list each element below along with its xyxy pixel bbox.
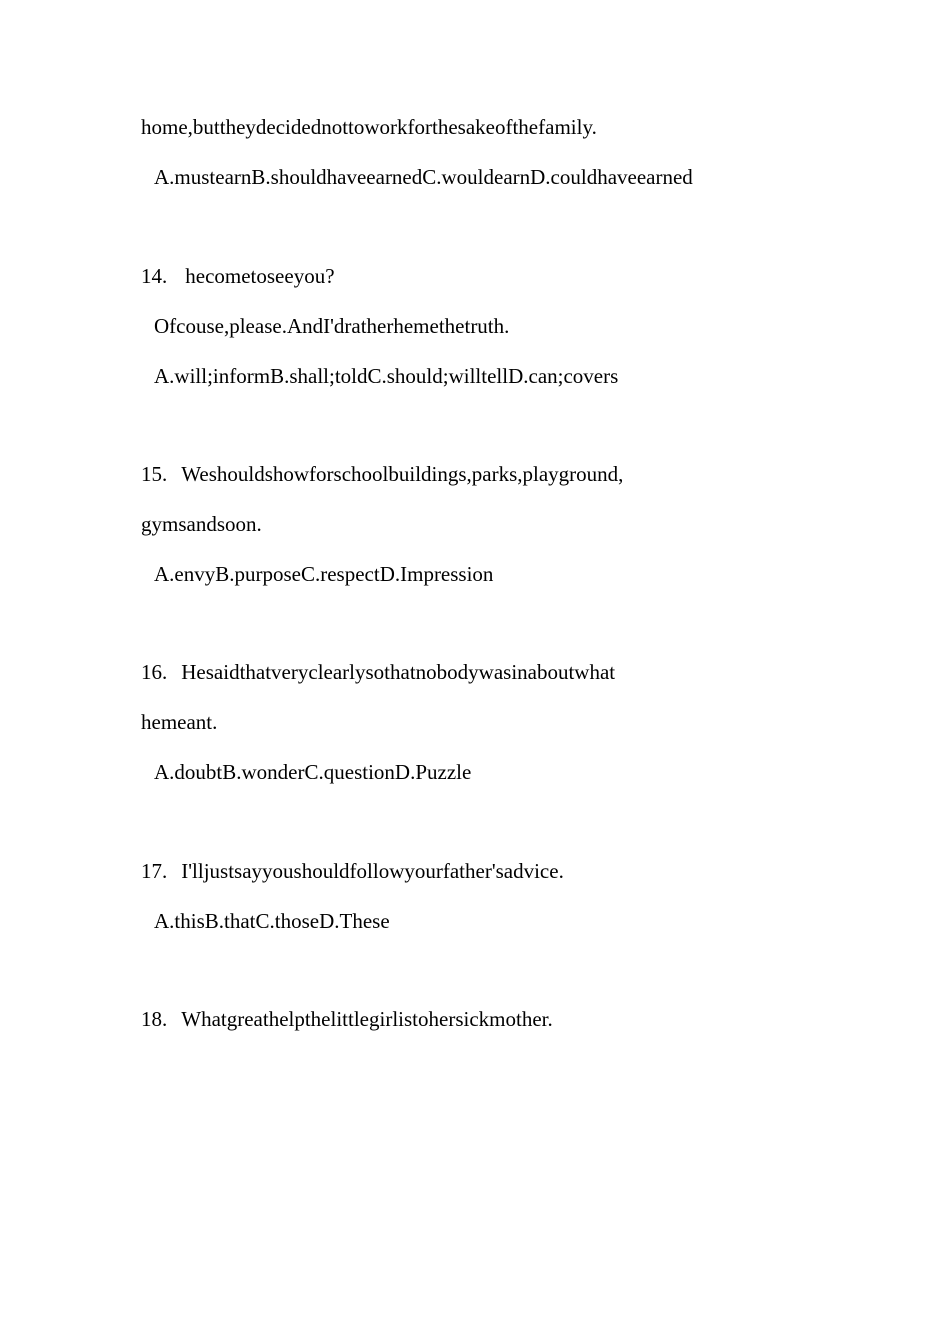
question-number: 16. <box>141 660 168 684</box>
q16-stem-continuation <box>141 709 217 735</box>
question-number: 15. <box>141 462 168 486</box>
question-text: I'lljustsayyoushouldfollowyourfather'sadvice. <box>181 859 564 883</box>
q14-options <box>154 363 618 389</box>
question-number: 17. <box>141 859 168 883</box>
question-text: Weshouldshowforschoolbuildings,parks,playground, <box>181 462 624 486</box>
q13-options <box>154 164 693 190</box>
options-text: A.thisB.thatC.thoseD.These <box>154 909 390 933</box>
options-text: A.doubtB.wonderC.questionD.Puzzle <box>154 760 472 784</box>
question-text: Hesaidthatveryclearlysothatnobodywasinaboutwhat <box>181 660 616 684</box>
question-text: hecometoseeyou? <box>185 264 335 288</box>
question-number: 18. <box>141 1007 168 1031</box>
q17-stem <box>141 858 564 884</box>
q15-options <box>154 561 493 587</box>
options-text: A.will;informB.shall;toldC.should;willtellD.can;covers <box>154 364 619 388</box>
q14-stem <box>141 263 335 289</box>
question-text: Whatgreathelpthelittlegirlistohersickmother. <box>181 1007 553 1031</box>
q14-response <box>154 313 509 339</box>
options-text: A.mustearnB.shouldhaveearnedC.wouldearnD.couldhaveearned <box>154 165 693 189</box>
q17-options <box>154 908 390 934</box>
line-text: hemeant. <box>141 710 218 734</box>
question-number: 14. <box>141 264 168 288</box>
q13-continuation <box>141 114 597 140</box>
q18-stem <box>141 1006 553 1032</box>
line-text: home,buttheydecidednottoworkforthesakeofthefamily. <box>141 115 597 139</box>
options-text: A.envyB.purposeC.respectD.Impression <box>154 562 494 586</box>
line-text: gymsandsoon. <box>141 512 262 536</box>
q15-stem-continuation <box>141 511 262 537</box>
line-text: Ofcouse,please.AndI'dratherhemethetruth. <box>154 314 510 338</box>
q16-stem <box>141 659 615 685</box>
q15-stem <box>141 461 623 487</box>
q16-options <box>154 759 471 785</box>
